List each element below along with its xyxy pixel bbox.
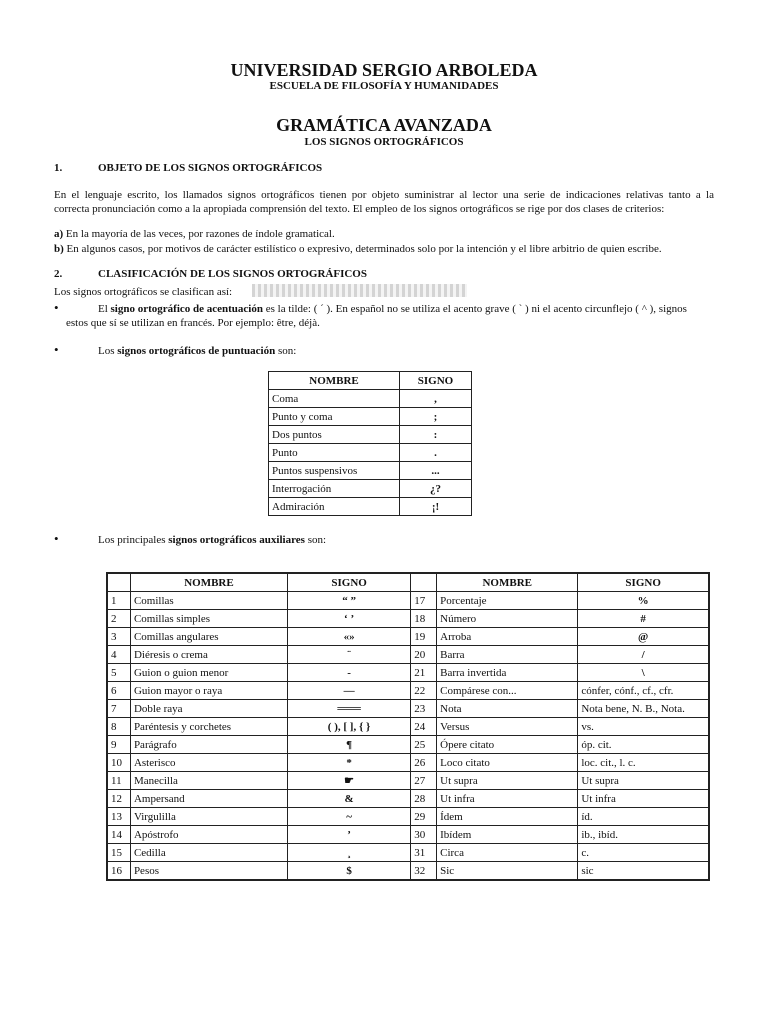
cell-sign: ¿? — [400, 480, 472, 498]
cell-name: Admiración — [269, 498, 400, 516]
cell-sign: ¡! — [400, 498, 472, 516]
cell-name: Punto — [269, 444, 400, 462]
university-title: UNIVERSIDAD SERGIO ARBOLEDA — [230, 60, 538, 80]
cell-name-left: Paréntesis y corchetes — [130, 718, 287, 736]
cell-sign-left: — — [287, 682, 410, 700]
cell-name-right: Ópere citato — [437, 736, 578, 754]
cell-name-right: Ibídem — [437, 826, 578, 844]
cell-num-right: 26 — [411, 754, 437, 772]
cell-num-left: 14 — [107, 826, 130, 844]
item-a — [54, 227, 335, 242]
cell-num-left: 8 — [107, 718, 130, 736]
cell-name-left: Comillas angulares — [130, 628, 287, 646]
course-title: GRAMÁTICA AVANZADA — [276, 115, 492, 135]
table-row — [107, 772, 709, 790]
section1-para-line1: En el lenguaje escrito, los llamados signos ortográficos tienen por objeto suministrar al lector una serie de indicaciones relativas tanto a la — [54, 189, 714, 201]
table-row — [269, 480, 472, 498]
table-header-row — [269, 372, 472, 390]
cell-name-right: Sic — [437, 862, 578, 881]
table-row — [269, 408, 472, 426]
cell-num-right: 18 — [411, 610, 437, 628]
cell-num-left: 6 — [107, 682, 130, 700]
cell-sign: ... — [400, 462, 472, 480]
cell-sign-left: “ ” — [287, 592, 410, 610]
table-row — [107, 592, 709, 610]
cell-name-right: Nota — [437, 700, 578, 718]
cell-num-left: 11 — [107, 772, 130, 790]
cell-sign-right: vs. — [578, 718, 709, 736]
cell-sign-left: * — [287, 754, 410, 772]
bullet-2-bold: signos ortográficos de puntuación — [117, 345, 276, 357]
bullet-1: • — [54, 300, 59, 315]
cell-num-left: 4 — [107, 646, 130, 664]
cell-num-right: 29 — [411, 808, 437, 826]
bullet-3-post: son: — [304, 534, 327, 546]
cell-num-right: 20 — [411, 646, 437, 664]
table-row — [269, 444, 472, 462]
cell-num-left: 13 — [107, 808, 130, 826]
cell-name: Interrogación — [269, 480, 400, 498]
item-a-label: a) — [54, 228, 64, 240]
cell-name: Punto y coma — [269, 408, 400, 426]
cell-name: Coma — [269, 390, 400, 408]
scanned-smudge — [252, 284, 467, 297]
header-nombre-right: NOMBRE — [437, 573, 578, 592]
cell-name-right: Versus — [437, 718, 578, 736]
cell-sign-left: ‘ ’ — [287, 610, 410, 628]
punctuation-table — [268, 371, 472, 516]
bullet-2-text — [98, 344, 296, 359]
cell-sign-right: @ — [578, 628, 709, 646]
table-row — [107, 646, 709, 664]
topic-subtitle: LOS SIGNOS ORTOGRÁFICOS — [304, 136, 464, 148]
header-signo: SIGNO — [400, 372, 472, 390]
cell-num-right: 22 — [411, 682, 437, 700]
cell-num-right: 28 — [411, 790, 437, 808]
cell-num-left: 5 — [107, 664, 130, 682]
cell-name-left: Comillas — [130, 592, 287, 610]
cell-sign-right: cónfer, cónf., cf., cfr. — [578, 682, 709, 700]
table-row — [107, 808, 709, 826]
cell-sign-left: ¶ — [287, 736, 410, 754]
cell-name-left: Parágrafo — [130, 736, 287, 754]
item-b-label: b) — [54, 243, 64, 255]
section1-number: 1. — [54, 162, 63, 174]
cell-num-left: 16 — [107, 862, 130, 881]
section1-para-line2: correcta pronunciación como a la apropiada comprensión del texto. El empleo de los signos ortográficos se rige por dos clases de criterios: — [54, 203, 665, 215]
cell-sign: ; — [400, 408, 472, 426]
cell-num-right: 30 — [411, 826, 437, 844]
cell-num-right: 19 — [411, 628, 437, 646]
cell-num-left: 7 — [107, 700, 130, 718]
cell-sign-right: # — [578, 610, 709, 628]
cell-num-left: 9 — [107, 736, 130, 754]
item-b-text: En algunos casos, por motivos de carácter estilístico o expresivo, determinados solo por la intención y el libre arbitrio de quien escribe. — [66, 243, 662, 255]
table-row — [107, 628, 709, 646]
table-row — [107, 826, 709, 844]
cell-sign-left: ¸ — [287, 844, 410, 862]
cell-name-right: Ídem — [437, 808, 578, 826]
section2-intro: Los signos ortográficos se clasifican así: — [54, 286, 233, 298]
cell-name-right: Arroba — [437, 628, 578, 646]
bullet-1-line2: estos que sí se utilizan en francés. Por ejemplo: être, déjà. — [66, 317, 320, 329]
cell-num-right: 27 — [411, 772, 437, 790]
cell-num-right: 25 — [411, 736, 437, 754]
cell-num-right: 17 — [411, 592, 437, 610]
cell-sign-right: óp. cit. — [578, 736, 709, 754]
table-row — [269, 498, 472, 516]
header-signo-left: SIGNO — [287, 573, 410, 592]
cell-num-right: 21 — [411, 664, 437, 682]
table-row — [107, 664, 709, 682]
bullet-2-pre: Los — [98, 345, 118, 357]
table-row — [107, 610, 709, 628]
cell-sign-right: Ut supra — [578, 772, 709, 790]
school-subtitle: ESCUELA DE FILOSOFÍA Y HUMANIDADES — [269, 80, 499, 92]
cell-num-left: 12 — [107, 790, 130, 808]
table-row — [269, 426, 472, 444]
cell-sign: , — [400, 390, 472, 408]
cell-num-right: 24 — [411, 718, 437, 736]
cell-sign: . — [400, 444, 472, 462]
item-a-text: En la mayoría de las veces, por razones de índole gramatical. — [65, 228, 335, 240]
cell-name-left: Doble raya — [130, 700, 287, 718]
cell-name-left: Cedilla — [130, 844, 287, 862]
cell-sign-right: loc. cit., l. c. — [578, 754, 709, 772]
cell-sign-left: & — [287, 790, 410, 808]
table-row — [107, 736, 709, 754]
cell-name-right: Compárese con... — [437, 682, 578, 700]
bullet-2: • — [54, 342, 59, 357]
cell-sign-left: «» — [287, 628, 410, 646]
table-header-row — [107, 573, 709, 592]
table-row — [107, 844, 709, 862]
cell-num-left: 10 — [107, 754, 130, 772]
cell-name-right: Circa — [437, 844, 578, 862]
cell-name-left: Comillas simples — [130, 610, 287, 628]
cell-name-left: Apóstrofo — [130, 826, 287, 844]
bullet-1-text — [98, 302, 687, 317]
cell-sign-left: ═══ — [287, 700, 410, 718]
cell-sign-right: ib., ibíd. — [578, 826, 709, 844]
cell-name-right: Ut infra — [437, 790, 578, 808]
cell-num-right: 31 — [411, 844, 437, 862]
table-row — [107, 754, 709, 772]
cell-name-left: Ampersand — [130, 790, 287, 808]
bullet-1-pre: El — [98, 303, 111, 315]
cell-name-right: Loco citato — [437, 754, 578, 772]
cell-num-right: 23 — [411, 700, 437, 718]
item-b — [54, 242, 662, 257]
cell-sign-left: $ — [287, 862, 410, 881]
cell-sign-right: Nota bene, N. B., Nota. — [578, 700, 709, 718]
cell-sign: : — [400, 426, 472, 444]
cell-sign-right: / — [578, 646, 709, 664]
cell-num-left: 1 — [107, 592, 130, 610]
cell-name-left: Guion o guion menor — [130, 664, 287, 682]
table-row — [269, 390, 472, 408]
header-signo-right: SIGNO — [578, 573, 709, 592]
cell-sign-left: ~ — [287, 808, 410, 826]
cell-sign-right: \ — [578, 664, 709, 682]
cell-name-left: Asterisco — [130, 754, 287, 772]
table-row — [269, 462, 472, 480]
cell-name-right: Número — [437, 610, 578, 628]
cell-name-right: Porcentaje — [437, 592, 578, 610]
cell-sign-right: c. — [578, 844, 709, 862]
cell-sign-left: - — [287, 664, 410, 682]
bullet-3-pre: Los principales — [98, 534, 169, 546]
cell-sign-left: ☛ — [287, 772, 410, 790]
auxiliary-signs-table — [106, 572, 710, 881]
bullet-3-bold: signos ortográficos auxiliares — [168, 534, 305, 546]
cell-name-left: Virgulilla — [130, 808, 287, 826]
cell-name-left: Guion mayor o raya — [130, 682, 287, 700]
section1-heading: OBJETO DE LOS SIGNOS ORTOGRÁFICOS — [98, 162, 323, 174]
header-num-left — [107, 573, 130, 592]
cell-num-left: 3 — [107, 628, 130, 646]
table-row — [107, 790, 709, 808]
cell-num-left: 15 — [107, 844, 130, 862]
section2-heading: CLASIFICACIÓN DE LOS SIGNOS ORTOGRÁFICOS — [98, 268, 367, 280]
cell-name: Puntos suspensivos — [269, 462, 400, 480]
cell-name-left: Diéresis o crema — [130, 646, 287, 664]
bullet-3: • — [54, 531, 59, 546]
cell-sign-left: ( ), [ ], { } — [287, 718, 410, 736]
cell-sign-right: % — [578, 592, 709, 610]
cell-name-left: Pesos — [130, 862, 287, 881]
table-row — [107, 862, 709, 881]
header-num-right — [411, 573, 437, 592]
cell-sign-left: ’ — [287, 826, 410, 844]
header-nombre: NOMBRE — [269, 372, 400, 390]
cell-name: Dos puntos — [269, 426, 400, 444]
cell-name-right: Ut supra — [437, 772, 578, 790]
bullet-3-text — [98, 533, 326, 548]
bullet-2-post: son: — [275, 345, 297, 357]
cell-num-left: 2 — [107, 610, 130, 628]
cell-sign-right: Ut infra — [578, 790, 709, 808]
section2-number: 2. — [54, 268, 63, 280]
cell-name-right: Barra invertida — [437, 664, 578, 682]
cell-name-left: Manecilla — [130, 772, 287, 790]
bullet-1-bold: signo ortográfico de acentuación — [110, 303, 263, 315]
cell-sign-left: ¨ — [287, 646, 410, 664]
table-row — [107, 682, 709, 700]
header-nombre-left: NOMBRE — [130, 573, 287, 592]
cell-num-right: 32 — [411, 862, 437, 881]
cell-sign-right: sic — [578, 862, 709, 881]
table-row — [107, 700, 709, 718]
bullet-1-post: es la tilde: ( ´ ). En español no se utiliza el acento grave ( ` ) ni el acento circunflejo ( ^ ), signos — [262, 303, 687, 315]
table-row — [107, 718, 709, 736]
cell-name-right: Barra — [437, 646, 578, 664]
cell-sign-right: íd. — [578, 808, 709, 826]
